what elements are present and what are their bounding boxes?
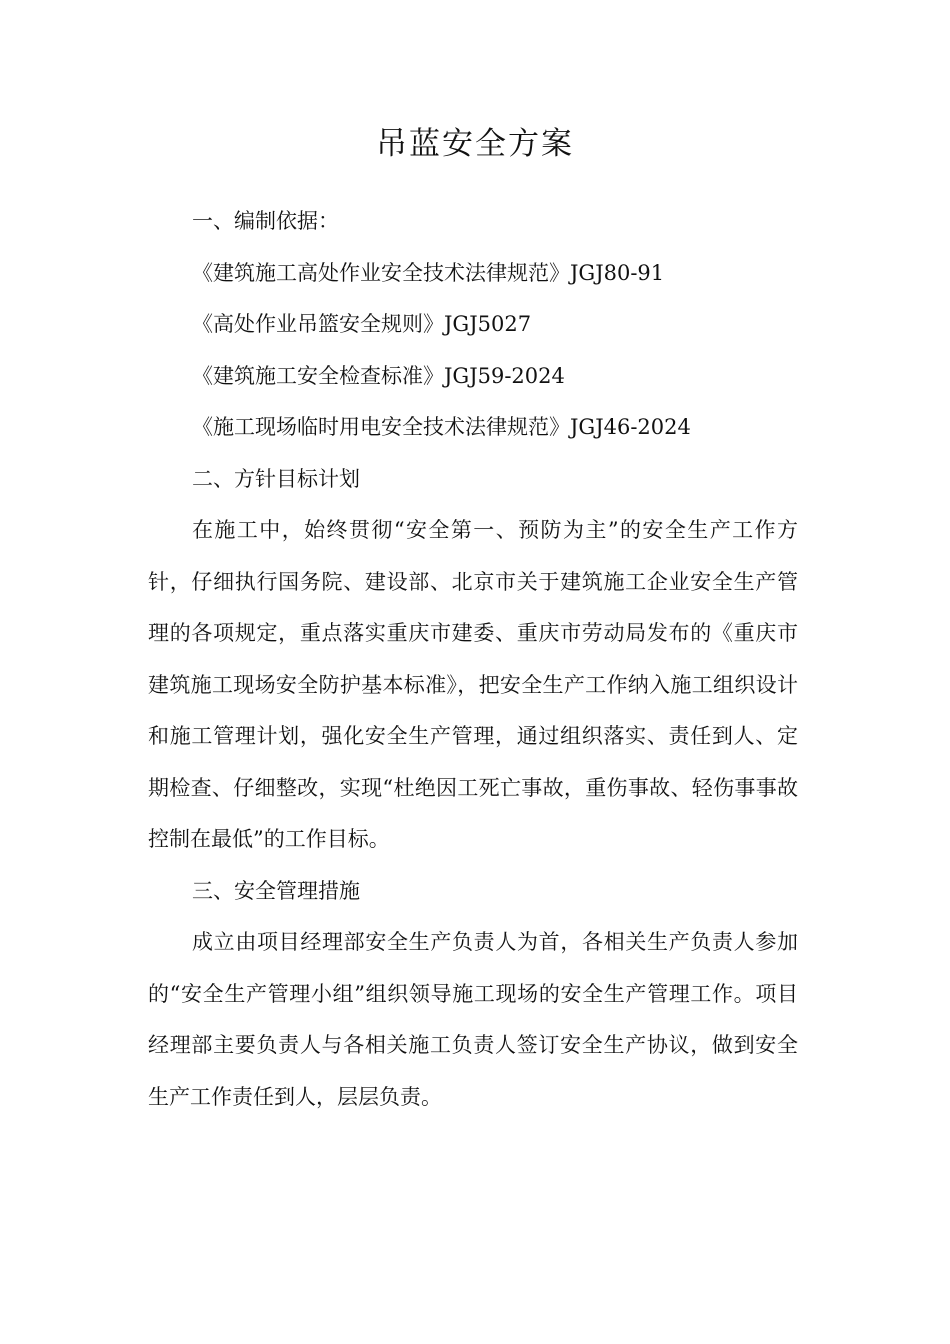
measures-paragraph: 成立由项目经理部安全生产负责人为首，各相关生产负责人参加的“安全生产管理小组”组织领导施工现场的安全生产管理工作。项目经理部主要负责人与各相关施工负责人签订安全生产协议，做到安全生产工作责任到人，层层负责。	[148, 930, 798, 1109]
reference-item: 《施工现场临时用电安全技术法律规范》JGJ46-2024	[192, 415, 691, 439]
policy-paragraph: 在施工中，始终贯彻“安全第一、预防为主”的安全生产工作方针，仔细执行国务院、建设部、北京市关于建筑施工企业安全生产管理的各项规定，重点落实重庆市建委、重庆市劳动局发布的《重庆市建筑施工现场安全防护基本标准》，把安全生产工作纳入施工组织设计和施工管理计划，强化安全生产管理，通过组织落实、责任到人、定期检查、仔细整改，实现“杜绝因工死亡事故，重伤事故、轻伤事事故控制在最低”的工作目标。	[148, 518, 798, 851]
reference-item: 《建筑施工安全检查标准》JGJ59-2024	[192, 363, 565, 388]
section-heading-basis: 一、编制依据：	[192, 209, 339, 233]
section-heading-policy: 二、方针目标计划	[192, 466, 360, 491]
document-body	[148, 196, 798, 1123]
section-heading-measures: 三、安全管理措施	[192, 878, 360, 903]
reference-item: 《高处作业吊篮安全规则》JGJ5027	[192, 312, 532, 336]
reference-item: 《建筑施工高处作业安全技术法律规范》JGJ80-91	[192, 260, 665, 285]
page-title: 吊蓝安全方案	[376, 126, 574, 162]
